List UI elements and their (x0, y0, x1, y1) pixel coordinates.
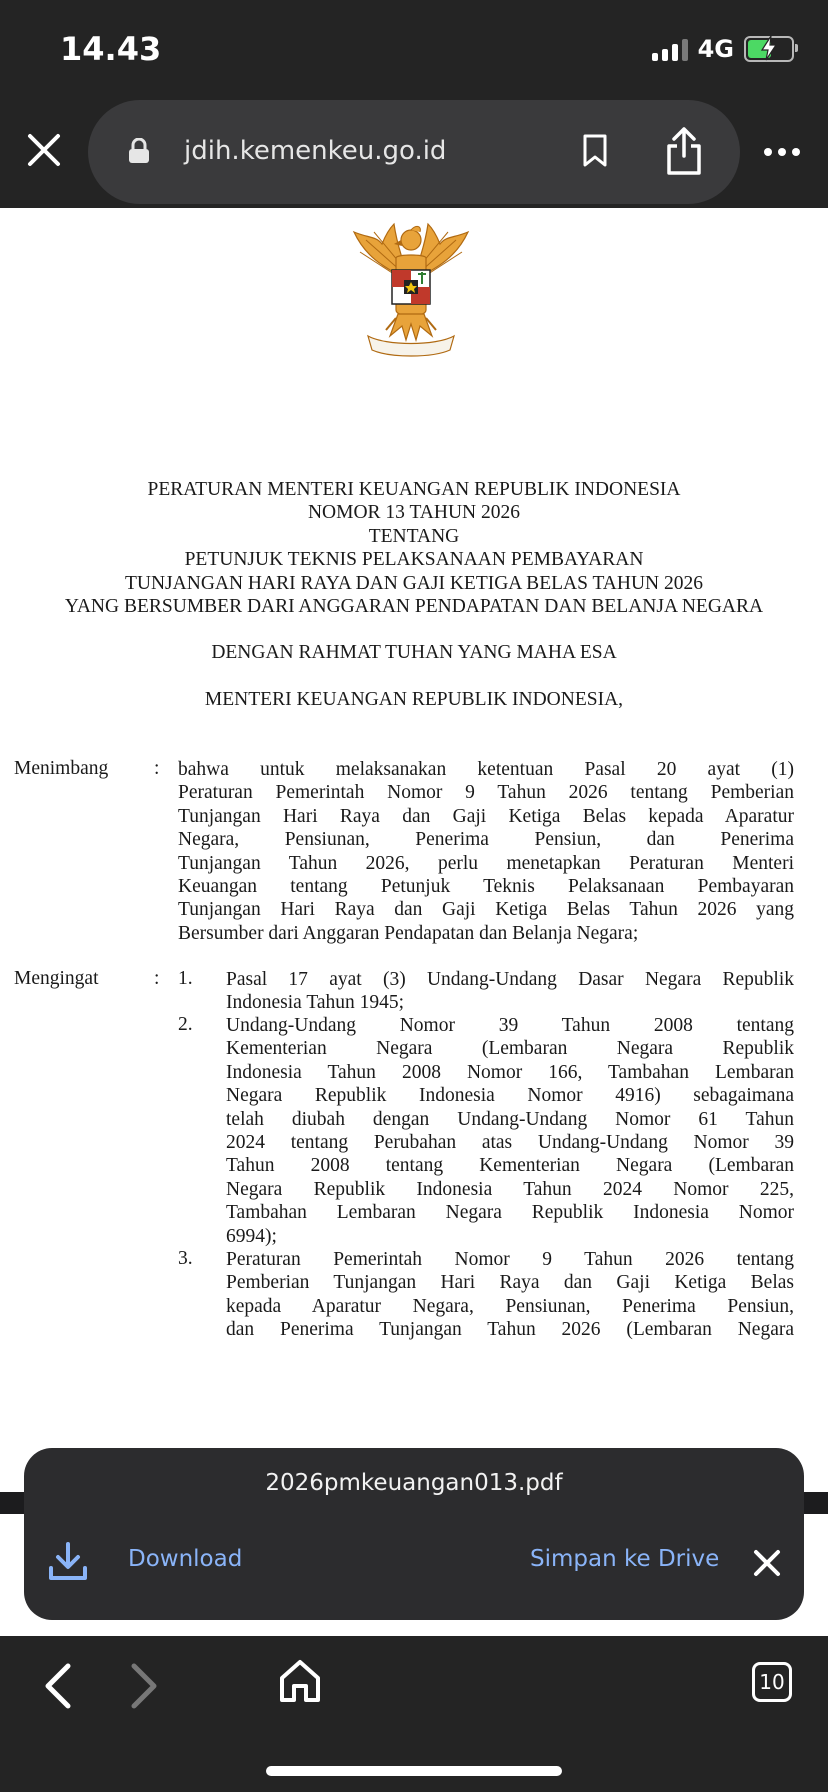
mengingat-label: Mengingat (14, 968, 99, 989)
text-line: Tunjangan Hari Raya dan Gaji Ketiga Belas kepada Aparatur (178, 805, 794, 827)
save-to-drive-button[interactable]: Simpan ke Drive (530, 1546, 720, 1572)
home-indicator (266, 1766, 562, 1776)
menimbang-text (178, 758, 794, 945)
share-icon[interactable] (664, 126, 704, 176)
text-line: Tambahan Lembaran Negara Republik Indonesia Nomor (226, 1202, 794, 1224)
text-line: Indonesia Tahun 2008 Nomor 166, Tambahan Lembaran (226, 1061, 794, 1083)
text-line: Pemberian Tunjangan Hari Raya dan Gaji Ketiga Belas (226, 1272, 794, 1294)
address-bar[interactable] (88, 100, 740, 204)
text-line: Indonesia Tahun 1945; (226, 992, 405, 1014)
text-line: telah diubah dengan Undang-Undang Nomor 61 Tahun (226, 1108, 794, 1130)
text-line: Negara, Pensiunan, Penerima Pensiun, dan Penerima (178, 829, 794, 851)
mengingat-item-3 (226, 1248, 794, 1342)
text-line: Negara Republik Indonesia Tahun 2024 Nomor 225, (226, 1178, 794, 1200)
item-number: 2. (178, 1014, 193, 1035)
battery-icon (744, 36, 794, 62)
text-line: Kementerian Negara (Lembaran Negara Republik (226, 1038, 794, 1060)
minister-line: MENTERI KEUANGAN REPUBLIK INDONESIA, (204, 689, 624, 710)
garuda-emblem-icon (346, 218, 476, 358)
lock-icon (128, 138, 150, 164)
text-line: Negara Republik Indonesia Nomor 4916) sebagaimana (226, 1085, 794, 1107)
heading-line: PERATURAN MENTERI KEUANGAN REPUBLIK INDONESIA (147, 479, 681, 500)
text-line: Undang-Undang Nomor 39 Tahun 2008 tentang (226, 1015, 794, 1036)
menimbang-label: Menimbang (14, 758, 109, 779)
bottom-toolbar (0, 1636, 828, 1792)
item-number: 1. (178, 968, 193, 989)
heading-line: TUNJANGAN HARI RAYA DAN GAJI KETIGA BELAS TAHUN 2026 (124, 572, 704, 594)
close-icon[interactable] (24, 130, 64, 170)
url-text[interactable]: jdih.kemenkeu.go.id (184, 136, 447, 166)
text-line: Tunjangan Tahun 2026, perlu menetapkan Peraturan Menteri (178, 852, 794, 874)
signal-icon (652, 37, 688, 61)
document-heading (0, 478, 828, 618)
text-line: Pasal 17 ayat (3) Undang-Undang Dasar Negara Republik (226, 969, 794, 990)
text-line: Peraturan Pemerintah Nomor 9 Tahun 2026 tentang (226, 1249, 794, 1270)
item-number: 3. (178, 1248, 193, 1269)
mengingat-item-1 (226, 968, 794, 1015)
browser-top-bar (0, 0, 828, 208)
text-line: kepada Aparatur Negara, Pensiunan, Penerima Pensiun, (226, 1295, 794, 1317)
heading-line: NOMOR 13 TAHUN 2026 (307, 502, 521, 524)
tabs-count-button[interactable]: 10 (752, 1662, 792, 1702)
network-type: 4G (697, 35, 734, 63)
status-time: 14.43 (60, 30, 162, 68)
pdf-document (0, 208, 828, 1508)
heading-line: YANG BERSUMBER DARI ANGGARAN PENDAPATAN DAN BELANJA NEGARA (64, 596, 764, 618)
text-line: bahwa untuk melaksanakan ketentuan Pasal 20 ayat (1) (178, 759, 794, 780)
blessing-line: DENGAN RAHMAT TUHAN YANG MAHA ESA (211, 642, 617, 663)
bookmark-icon[interactable] (582, 134, 608, 168)
mengingat-colon: : (154, 968, 160, 989)
forward-arrow-icon[interactable] (126, 1660, 162, 1712)
download-sheet (24, 1448, 804, 1620)
more-icon[interactable] (764, 148, 800, 156)
text-line: dan Penerima Tunjangan Tahun 2026 (Lembaran Negara (226, 1319, 794, 1341)
text-line: 6994); (226, 1225, 277, 1247)
text-line: Peraturan Pemerintah Nomor 9 Tahun 2026 tentang Pemberian (178, 782, 794, 804)
heading-line: TENTANG (368, 525, 460, 547)
text-line: Tunjangan Hari Raya dan Gaji Ketiga Belas Tahun 2026 yang (178, 899, 794, 921)
text-line: 2024 tentang Perubahan atas Undang-Undang Nomor 39 (226, 1132, 794, 1154)
close-icon[interactable] (752, 1548, 782, 1578)
home-icon[interactable] (278, 1658, 322, 1704)
heading-line: PETUNJUK TEKNIS PELAKSANAAN PEMBAYARAN (184, 549, 644, 571)
menimbang-colon: : (154, 758, 160, 779)
download-button[interactable]: Download (128, 1546, 243, 1572)
back-arrow-icon[interactable] (40, 1660, 76, 1712)
text-line: Keuangan tentang Petunjuk Teknis Pelaksanaan Pembayaran (178, 876, 794, 898)
status-icons (652, 34, 794, 64)
mengingat-item-2 (226, 1014, 794, 1248)
download-filename: 2026pmkeuangan013.pdf (265, 1470, 563, 1496)
text-line: Bersumber dari Anggaran Pendapatan dan Belanja Negara; (178, 922, 639, 944)
text-line: Tahun 2008 tentang Kementerian Negara (Lembaran (226, 1155, 794, 1177)
download-icon[interactable] (46, 1540, 90, 1584)
